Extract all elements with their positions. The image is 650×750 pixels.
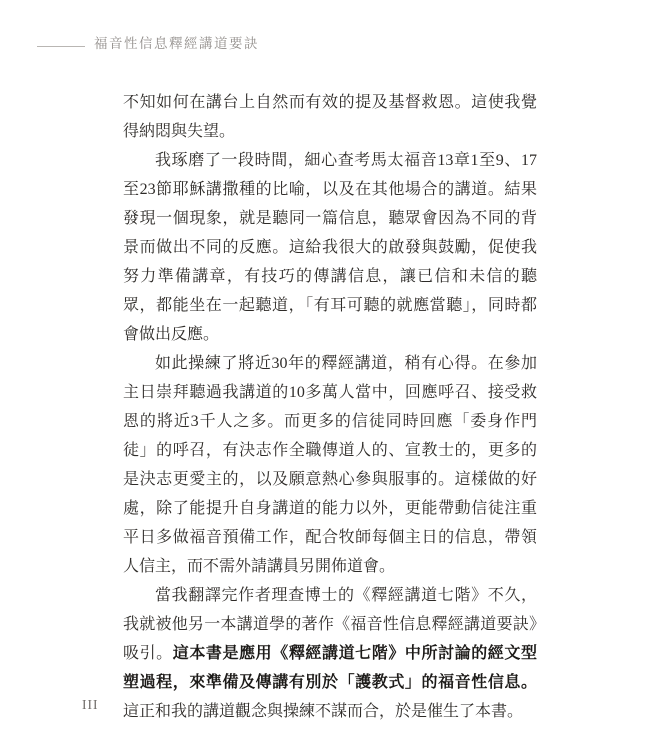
body-text-segment: 我琢磨了一段時間，細心查考馬太福音13章1至9、17至23節耶穌講撒種的比喻，以及在其他場合的講道。結果發現一個現象，就是聽同一篇信息，聽眾會因為不同的背景而做出不同的反應。這給我很大的啟發與鼓勵，促使我努力準備講章，有技巧的傳講信息，讓已信和未信的聽眾，都能坐在一起聽道，「有耳可聽的就應當聽」，同時都會做出反應。 [123,152,537,343]
body-text-segment: 這正和我的講道觀念與操練不謀而合，於是催生了本書。 [123,703,524,720]
running-header [37,32,259,52]
paragraph [123,581,537,726]
header-rule [37,46,85,47]
preface-text-block [123,88,537,726]
paragraph [123,88,537,146]
emphasized-text: 這本書是應用《釋經講道七階》中所討論的經文型塑過程，來準備及傳講有別於「護教式」的福音性信息。 [123,645,537,691]
running-header-title: 福音性信息釋經講道要訣 [94,36,259,51]
page-number: III [82,697,99,712]
body-text-segment: 不知如何在講台上自然而有效的提及基督救恩。這使我覺得納悶與失望。 [123,94,537,140]
body-text-segment: 當我翻譯完作者理查博士的《釋經講道七階》不久，我就被他另一本講道學的著作《福音性信息釋經講道要訣》吸引。 [123,587,537,662]
paragraph [123,146,537,349]
paragraph [123,349,537,581]
body-text-segment: 如此操練了將近30年的釋經講道，稍有心得。在參加主日崇拜聽過我講道的10多萬人當中，回應呼召、接受救恩的將近3千人之多。而更多的信徒同時回應「委身作門徒」的呼召，有決志作全職傳道人的、宣教士的，更多的是決志更愛主的，以及願意熱心參與服事的。這樣做的好處，除了能提升自身講道的能力以外，更能帶動信徒注重平日多做福音預備工作，配合牧師每個主日的信息，帶領人信主，而不需外請講員另開佈道會。 [123,355,537,575]
